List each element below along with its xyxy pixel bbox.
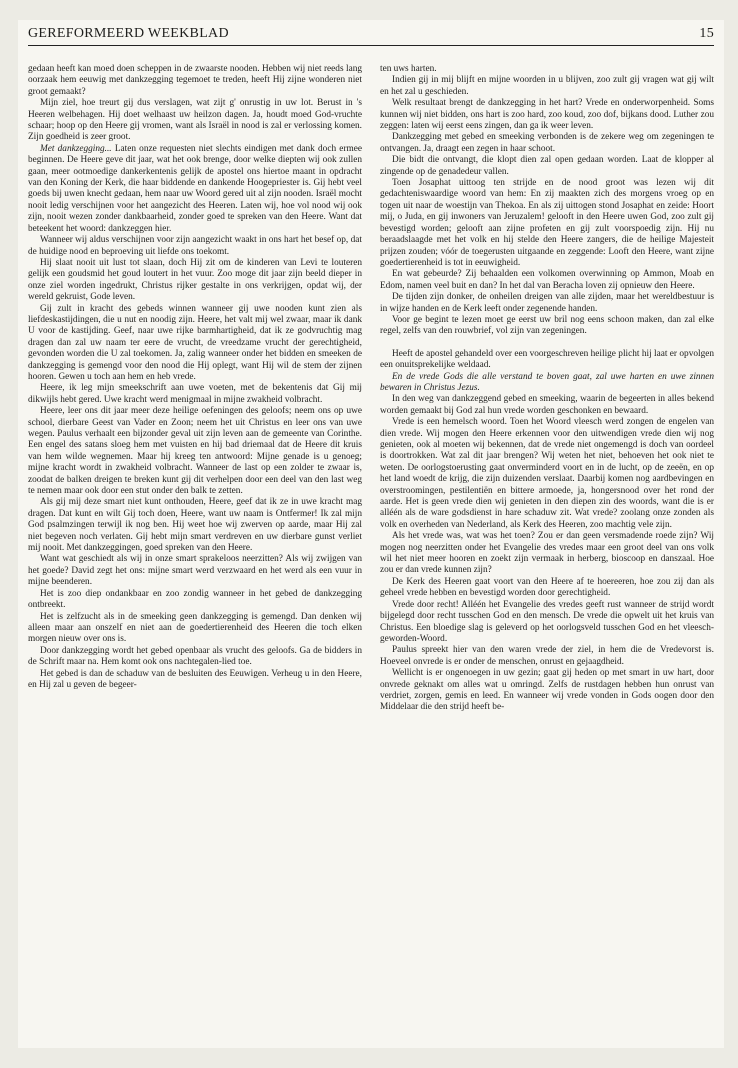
- paragraph: [380, 668, 714, 714]
- paragraph: [28, 304, 362, 384]
- paragraph-text: Het is zelfzucht als in de smeeking geen dankzegging is gemengd. Dan denken wij alleen maar aan onszelf en niet aan de goedertierenheid des Heeren die toch elken morgen nieuw over ons is.: [28, 611, 362, 645]
- paragraph: [28, 669, 362, 692]
- paragraph-text: Paulus spreekt hier van den waren vrede der ziel, in hem die de Vredevorst is. Hoeveel onvrede is er onder de menschen, onrust en gejaagdheid.: [380, 645, 714, 667]
- paragraph: [380, 178, 714, 269]
- paragraph: [380, 315, 714, 338]
- paragraph: [380, 132, 714, 155]
- paragraph: [380, 269, 714, 292]
- paragraph-text: De tijden zijn donker, de onheilen dreigen van alle zijden, maar het wereldbestuur is in wijze handen en de Kerk leeft onder zegenende handen.: [380, 292, 714, 314]
- paragraph: [380, 349, 714, 372]
- paragraph: [28, 98, 362, 144]
- paragraph-text: Heere, leer ons dit jaar meer deze heilige oefeningen des geloofs; neem ons op uwe school, dierbare Geest van Vader en Zoon; neem het uit Christus en leer ons van uwe wegen. Paulus verhaalt een bijzonder geval uit zijn leven aan de gemeente van Corinthe. Een engel des satans sloeg hem met vuisten en hij bad driemaal dat de Heere dit kruis van hem wilde wegnemen. Maar hij kreeg ten antwoord: Mijne genade is u genoeg; mijne kracht wordt in zwakheid volbracht. Wanneer de last op een zolder te zwaar is, zoodat de balken dreigen te breken kunt gij dit verhelpen door een deel van den last weg te nemen maar ook door een stut onder den balk te zetten.: [28, 406, 362, 497]
- page-header: [28, 20, 714, 46]
- paragraph: [28, 612, 362, 646]
- paragraph: [28, 589, 362, 612]
- right-column: [380, 64, 714, 1038]
- paragraph: [380, 417, 714, 531]
- paragraph: [28, 554, 362, 588]
- paragraph: [380, 155, 714, 178]
- paragraph-text: gedaan heeft kan moed doen scheppen in de zwaarste nooden. Hebben wij niet reeds lang oorzaak hem eeuwig met dankzegging tegemoet te treden, heeft Hij zijne wonderen niet groot gemaakt?: [28, 64, 362, 97]
- paragraph-text: Heere, ik leg mijn smeekschrift aan uwe voeten, met de bekentenis dat Gij mij dikwijls hebt gered. Uwe kracht werd menigmaal in mijne zwakheid volbracht.: [28, 383, 362, 405]
- italic-lead: En de vrede Gods die alle verstand te boven gaat, zal uwe harten en uwe zinnen bewaren in Christus Jezus.: [380, 371, 714, 393]
- paragraph: [28, 235, 362, 258]
- paragraph-text: De Kerk des Heeren gaat voort van den Heere af te hoereeren, hoe zou zij dan als geheel vrede hebben en bevestigd worden door gerechtigheid.: [380, 576, 714, 599]
- paragraph: [380, 98, 714, 132]
- paragraph: [380, 645, 714, 668]
- paragraph: [28, 646, 362, 669]
- paragraph-text: Voor ge begint te lezen moet ge eerst uw bril nog eens schoon maken, dan zal elke regel, zelfs van den rouwbrief, vol zijn van zegeningen.: [380, 314, 714, 337]
- paragraph: [380, 600, 714, 646]
- paragraph: [380, 531, 714, 577]
- paragraph: [380, 372, 714, 395]
- paragraph-text: Als het vrede was, wat was het toen? Zou er dan geen versmadende roede zijn? Wij mogen nog neerzitten onder het Evangelie des vredes maar een groot deel van ons volk wil het niet meer hooren en zoekt zijn vermaak in herberg, bioscoop en danszaal. Hoe zou er dan vrede kunnen zijn?: [380, 531, 714, 576]
- italic-lead: Met dankzegging...: [40, 143, 112, 154]
- paragraph: [28, 406, 362, 497]
- paragraph-text: ten uws harten.: [380, 64, 437, 74]
- paragraph-text: Indien gij in mij blijft en mijne woorden in u blijven, zoo zult gij vragen wat gij wilt en het zal u geschieden.: [380, 75, 714, 97]
- text-columns: [28, 64, 714, 1038]
- paragraph: [28, 64, 362, 98]
- page-number: 15: [699, 26, 714, 41]
- paragraph: [380, 292, 714, 315]
- paragraph: [28, 383, 362, 406]
- left-column: [28, 64, 362, 1038]
- paragraph: [28, 258, 362, 304]
- paragraph-text: Het is zoo diep ondankbaar en zoo zondig wanneer in het gebed de dankzegging ontbreekt.: [28, 588, 362, 611]
- paragraph-text: Toen Josaphat uittoog ten strijde en de nood groot was lezen wij dit gedachteniswaardige woord van hem: En zij maakten zich des morgens vroeg op en togen uit naar de woestijn van Thekoa. En als zij uittogen stond Josaphat en zeide: Hoort mij, o Juda, en gij inwoners van Jeruzalem! gelooft in den Heere uwen God, zoo zult gij bevestigd worden; gelooft aan zijne profeten en gij zult voorspoedig zijn. Hij nu beraadslaagde met het volk en hij stelde den Heere zangers, die de heilige Majesteit prijzen zouden; vóór de toegerusten uitgaande en zeggende: Looft den Heere, want zijne goedertierenheid is tot in eeuwigheid.: [380, 178, 714, 268]
- paragraph-text: Als gij mij deze smart niet kunt onthouden, Heere, geef dat ik ze in uwe kracht mag dragen. Dat kunt en wilt Gij toch doen, Heere, want uw naam is Ontfermer! Ik zal mijn God psalmzingen terwijl ik nog ben. Hij weet hoe wij zwerven op aarde, maar Hij zal niet begeven noch verlaten. Gij hebt mijn smart verdreven en uw dierbare gunst verliet mij nooit. Met dankzeggingen, goed spreken van den Heere.: [28, 497, 362, 554]
- paragraph-text: En wat gebeurde? Zij behaalden een volkomen overwinning op Ammon, Moab en Edom, namen veel buit en dan? In het dal van Beracha loven zij opnieuw den Heere.: [380, 269, 714, 291]
- paragraph-text: Vrede door recht! Alléén het Evangelie des vredes geeft rust wanneer de strijd wordt bijgelegd door recht tusschen God en den mensch. De vrede die opwelt uit het kruis van Christus. Een bloedige slag is geleverd op het oorlogsveld tusschen God en het vleesch-geworden-Woord.: [380, 599, 714, 644]
- paragraph-text: Mijn ziel, hoe treurt gij dus verslagen, wat zijt g' onrustig in uw lot. Berust in 's Heeren welbehagen. Hij doet welhaast uw heilzon dagen. Ja, houdt moed God-vruchte schaar; hoop op den Heere gij vromen, want als Israël in nood is zal er verlossing komen. Zijn goedheid is zeer groot.: [28, 98, 362, 143]
- paragraph: [28, 497, 362, 554]
- paragraph-text: Het gebed is dan de schaduw van de besluiten des Eeuwigen. Verheug u in den Heere, en Hij zal u geven de begeer-: [28, 668, 362, 690]
- paragraph: [380, 577, 714, 600]
- paragraph-text: Door dankzegging wordt het gebed openbaar als vrucht des geloofs. Ga de bidders in de Schrift maar na. Hem komt ook ons nachtegalen-lied toe.: [28, 645, 362, 668]
- paragraph-text: Want wat geschiedt als wij in onze smart sprakeloos neerzitten? Als wij zwijgen van het goede? David zegt het ons: mijne smart werd verzwaard en het werd als een vuur in mijne beenderen.: [28, 554, 362, 588]
- magazine-page: [18, 20, 724, 1048]
- paragraph-text: Vrede is een hemelsch woord. Toen het Woord vleesch werd zongen de engelen van dien vrede. Wij mogen den Heere erkennen voor den uitwendigen vrede dien wij nog genieten, ook al moeten wij bekennen, dat de vrede niet ongemengd is doch van oordeel is doortrokken. Wat zal dit jaar brengen? Wij weten het niet, behoeven het ook niet te weten. De oorlogstoerusting gaat onverminderd voort en in de lucht, op de zeeën, en op het land woedt de krijg, die zijn duizenden verslaat. Daarbij komen nog aardbevingen en overstroomingen, pestilentiën en bittere armoede, ja, hongersnood over het rond der aarde. Het is geen vrede dien wij genieten in den diepen zin des woords, want die is er alléén als de ware godsdienst in hare schaduw zit. Wat vrede? zoolang onze zonden als volk en overheden van Nederland, als Kerk des Heeren, zoo machtig vele zijn.: [380, 417, 714, 530]
- publication-title: GEREFORMEERD WEEKBLAD: [28, 26, 229, 41]
- paragraph: [380, 75, 714, 98]
- paragraph-text: In den weg van dankzeggend gebed en smeeking, waarin de begeerten in alles bekend worden gemaakt bij God zal hun vrede worden geschonken en bewaard.: [380, 394, 714, 416]
- paragraph-text: Wellicht is er ongenoegen in uw gezin; gaat gij heden op met smart in uw hart, door onvrede geknakt om alles wat u omringd. Zelfs de rustdagen hebben hun onrust van verdriet, zorgen, gemis en leed. En wanneer wij vrede vonden in Gods oogen door den Middelaar die den strijd heeft be-: [380, 668, 714, 713]
- paragraph-text: Hij slaat nooit uit lust tot slaan, doch Hij zit om de kinderen van Levi te louteren gelijk een goudsmid het goud loutert in het vuur. Zoo moge dit jaar zijn beeld dieper in onze ziel worden ingedrukt, Christus rijker gestalte in ons verkrijgen, opdat wij, der wereld gekruist, Gode leven.: [28, 257, 362, 303]
- paragraph: [380, 64, 714, 75]
- paragraph-text: Die bidt die ontvangt, die klopt dien zal open gedaan worden. Laat de klopper al zingende op de genadedeur vallen.: [380, 155, 714, 177]
- paragraph: [28, 144, 362, 235]
- paragraph-text: Dankzegging met gebed en smeeking verbonden is de zekere weg om zegeningen te ontvangen. Ja, draagt een zegen in haar schoot.: [380, 132, 714, 154]
- paragraph-text: Heeft de apostel gehandeld over een voorgeschreven heilige plicht hij laat er opvolgen een onuitsprekelijke weldaad.: [380, 348, 714, 371]
- paragraph-text: Welk resultaat brengt de dankzegging in het hart? Vrede en onderworpenheid. Soms kunnen wij niet bidden, ons hart is zoo hard, zoo koud, zoo dof, bijkans dood. Luther zou zeggen: laten wij eerst eens zingen, dan ga ik weer leven.: [380, 98, 714, 132]
- paragraph-text: Wanneer wij aldus verschijnen voor zijn aangezicht waakt in ons hart het besef op, dat de huidige nood en beproeving uit liefde ons toekomt.: [28, 235, 362, 257]
- paragraph: [380, 394, 714, 417]
- paragraph-text: Gij zult in kracht des gebeds winnen wanneer gij uwe nooden kunt zien als liefdeskastijdingen, die u nut en noodig zijn. Heere, het valt mij wel zwaar, maar ik dank U voor de kastijding. Geef, naar uwe rijke barmhartigheid, dat ik ze godvruchtig mag dragen dan zal uw naam ter eere de vrucht, de vreedzame vrucht der gerechtigheid, gevonden worden die U zal toekomen. Ja, zalig wanneer onder het bidden en smeeken de dankzegging is gemengd voor den nood die Hij oplegt, want Hij wil de stem der zijnen hooren. Gewen u toch aan hem en heb vrede.: [28, 303, 362, 382]
- paragraph-text: Laten onze requesten niet slechts eindigen met dank doch ermee beginnen. De Heere geve dit jaar, wat het ook brenge, door welke diepten wij ook zullen gaan, meer ootmoedige dankerkentenis gelijk de apostel ons hiertoe maant in opdracht van den Koning der Kerk, die haar biddende en dankende Hoogepriester is. Gij hebt veel goeds bij uwen knecht gedaan, hem naar uw Woord gered uit al zijn nooden. Israël mocht nooit ledig verschijnen voor het aangezicht des Heeren. Laten wij, hoe vol nood wij ook zijn, nooit wezen zonder dankbaarheid, zonder goed te spreken van den Heere. Want dat beteekent het woord: dankzeggen hier.: [28, 143, 362, 234]
